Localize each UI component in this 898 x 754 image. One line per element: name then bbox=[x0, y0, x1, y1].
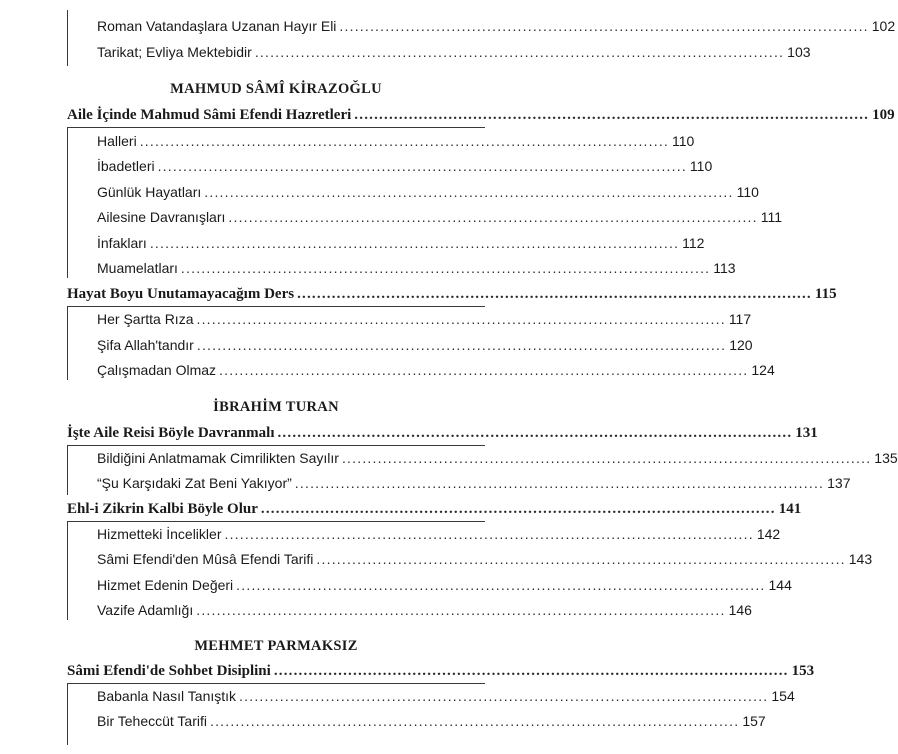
toc-entry-page: 153 bbox=[791, 663, 815, 679]
toc-subentry bbox=[97, 206, 782, 228]
dot-leader: ........................................................................................................ bbox=[297, 286, 812, 302]
toc-subentry-title: Hizmetteki İncelikler bbox=[97, 526, 222, 542]
toc-subentry-page: 124 bbox=[751, 362, 775, 378]
toc-entry-title: Hayat Boyu Unutamayacağım Ders bbox=[67, 286, 295, 302]
entry-rule bbox=[67, 521, 485, 522]
dot-leader: ........................................................................................................ bbox=[157, 158, 687, 174]
toc-subentry-page: 103 bbox=[787, 44, 811, 60]
toc-entry bbox=[67, 283, 837, 305]
dot-leader: ........................................................................................................ bbox=[277, 425, 793, 441]
dot-leader: ........................................................................................................ bbox=[239, 688, 769, 704]
toc-subentry bbox=[97, 181, 759, 203]
toc-subentry-title: Babanla Nasıl Tanıştık bbox=[97, 688, 237, 704]
dot-leader: ........................................................................................................ bbox=[196, 337, 727, 353]
dot-leader: ........................................................................................................ bbox=[219, 362, 749, 378]
toc-subentry bbox=[97, 334, 753, 356]
dot-leader: ........................................................................................................ bbox=[180, 260, 711, 276]
dot-leader: ........................................................................................................ bbox=[224, 526, 754, 542]
dot-leader: ........................................................................................................ bbox=[196, 311, 726, 327]
toc-subentry bbox=[97, 472, 851, 494]
toc-subentry bbox=[97, 710, 766, 732]
dot-leader: ........................................................................................................ bbox=[139, 133, 670, 149]
toc-subentry-title: Bildiğini Anlatmamak Cimrilikten Sayılır bbox=[97, 450, 339, 466]
toc-subentry bbox=[97, 447, 898, 469]
toc-subentry-title: Vazife Adamlığı bbox=[97, 602, 194, 618]
toc-subentry-title: İbadetleri bbox=[97, 158, 155, 174]
dot-leader: ........................................................................................................ bbox=[254, 44, 785, 60]
toc-subentry-title: Sâmi Efendi'den Mûsâ Efendi Tarifi bbox=[97, 551, 314, 567]
toc-subentry-page: 154 bbox=[771, 688, 795, 704]
toc-entry bbox=[67, 104, 895, 126]
group-side-rule bbox=[67, 10, 68, 66]
toc-entry bbox=[67, 660, 815, 682]
toc-entry-page: 115 bbox=[814, 286, 837, 302]
group-side-rule bbox=[67, 683, 68, 745]
toc-subentry-title: Tarikat; Evliya Mektebidir bbox=[97, 44, 252, 60]
dot-leader: ........................................................................................................ bbox=[341, 450, 872, 466]
toc-subentry-page: 142 bbox=[756, 526, 781, 542]
section-heading: MAHMUD SÂMÎ KİRAZOĞLU bbox=[170, 81, 382, 97]
dot-leader: ........................................................................................................ bbox=[354, 107, 870, 123]
toc-subentry bbox=[97, 685, 795, 707]
toc-subentry bbox=[97, 232, 705, 254]
dot-leader: ........................................................................................................ bbox=[196, 602, 726, 618]
dot-leader: ........................................................................................................ bbox=[260, 501, 776, 517]
toc-subentry bbox=[97, 574, 792, 596]
toc-subentry bbox=[97, 15, 896, 37]
dot-leader: ........................................................................................................ bbox=[339, 18, 869, 34]
toc-subentry-title: İnfakları bbox=[97, 235, 147, 251]
toc-entry-page: 141 bbox=[778, 501, 802, 517]
toc-subentry-page: 110 bbox=[672, 133, 695, 149]
toc-subentry-page: 146 bbox=[728, 602, 752, 618]
group-side-rule bbox=[67, 445, 68, 495]
toc-subentry-title: Günlük Hayatları bbox=[97, 184, 202, 200]
section-heading: MEHMET PARMAKSIZ bbox=[194, 638, 358, 654]
toc-subentry-title: Bir Teheccüt Tarifi bbox=[97, 713, 207, 729]
toc-subentry-title: Halleri bbox=[97, 133, 137, 149]
toc-subentry-title: Roman Vatandaşlara Uzanan Hayır Eli bbox=[97, 18, 337, 34]
dot-leader: ........................................................................................................ bbox=[209, 713, 740, 729]
toc-entry bbox=[67, 498, 802, 520]
toc-subentry-page: 117 bbox=[728, 311, 752, 327]
toc-subentry-title: Muamelatları bbox=[97, 260, 178, 276]
dot-leader: ........................................................................................................ bbox=[273, 663, 789, 679]
toc-subentry-page: 113 bbox=[713, 260, 736, 276]
toc-subentry bbox=[97, 130, 695, 152]
dot-leader: ........................................................................................................ bbox=[236, 577, 766, 593]
toc-entry-title: Sâmi Efendi'de Sohbet Disiplini bbox=[67, 663, 271, 679]
toc-subentry bbox=[97, 548, 873, 570]
toc-subentry bbox=[97, 41, 811, 63]
toc-entry bbox=[67, 422, 818, 444]
toc-subentry-title: Çalışmadan Olmaz bbox=[97, 362, 217, 378]
group-side-rule bbox=[67, 521, 68, 620]
toc-subentry-page: 102 bbox=[871, 18, 896, 34]
toc-entry-page: 109 bbox=[872, 107, 895, 123]
toc-subentry bbox=[97, 599, 752, 621]
dot-leader: ........................................................................................................ bbox=[316, 551, 846, 567]
toc-subentry bbox=[97, 523, 781, 545]
toc-entry-title: Aile İçinde Mahmud Sâmi Efendi Hazretleri bbox=[67, 107, 352, 123]
toc-subentry-page: 157 bbox=[742, 713, 766, 729]
toc-entry-title: İşte Aile Reisi Böyle Davranmalı bbox=[67, 425, 275, 441]
entry-rule bbox=[67, 127, 485, 128]
toc-subentry-page: 135 bbox=[874, 450, 898, 466]
toc-subentry-page: 144 bbox=[768, 577, 792, 593]
entry-rule bbox=[67, 445, 485, 446]
toc-subentry-page: 111 bbox=[760, 209, 782, 225]
toc-subentry bbox=[97, 359, 775, 381]
toc-subentry-page: 112 bbox=[682, 235, 705, 251]
toc-subentry-title: “Şu Karşıdaki Zat Beni Yakıyor” bbox=[97, 475, 292, 491]
group-side-rule bbox=[67, 306, 68, 380]
toc-entry-page: 131 bbox=[795, 425, 818, 441]
group-side-rule bbox=[67, 127, 68, 278]
toc-subentry-title: Şifa Allah'tandır bbox=[97, 337, 194, 353]
toc-subentry-page: 137 bbox=[827, 475, 851, 491]
dot-leader: ........................................................................................................ bbox=[149, 235, 680, 251]
toc-entry-title: Ehl-i Zikrin Kalbi Böyle Olur bbox=[67, 501, 258, 517]
toc-subentry-page: 110 bbox=[736, 184, 759, 200]
toc-subentry-title: Ailesine Davranışları bbox=[97, 209, 226, 225]
toc-subentry-title: Hizmet Edenin Değeri bbox=[97, 577, 234, 593]
entry-rule bbox=[67, 683, 485, 684]
toc-subentry-title: Her Şartta Rıza bbox=[97, 311, 194, 327]
toc-subentry-page: 143 bbox=[848, 551, 873, 567]
dot-leader: ........................................................................................................ bbox=[204, 184, 734, 200]
entry-rule bbox=[67, 306, 485, 307]
dot-leader: ........................................................................................................ bbox=[228, 209, 758, 225]
toc-subentry-page: 120 bbox=[729, 337, 753, 353]
toc-subentry bbox=[97, 155, 713, 177]
toc-subentry-page: 110 bbox=[689, 158, 713, 174]
dot-leader: ........................................................................................................ bbox=[294, 475, 825, 491]
toc-subentry bbox=[97, 257, 736, 279]
section-heading: İBRAHİM TURAN bbox=[213, 399, 339, 415]
toc-subentry bbox=[97, 308, 752, 330]
